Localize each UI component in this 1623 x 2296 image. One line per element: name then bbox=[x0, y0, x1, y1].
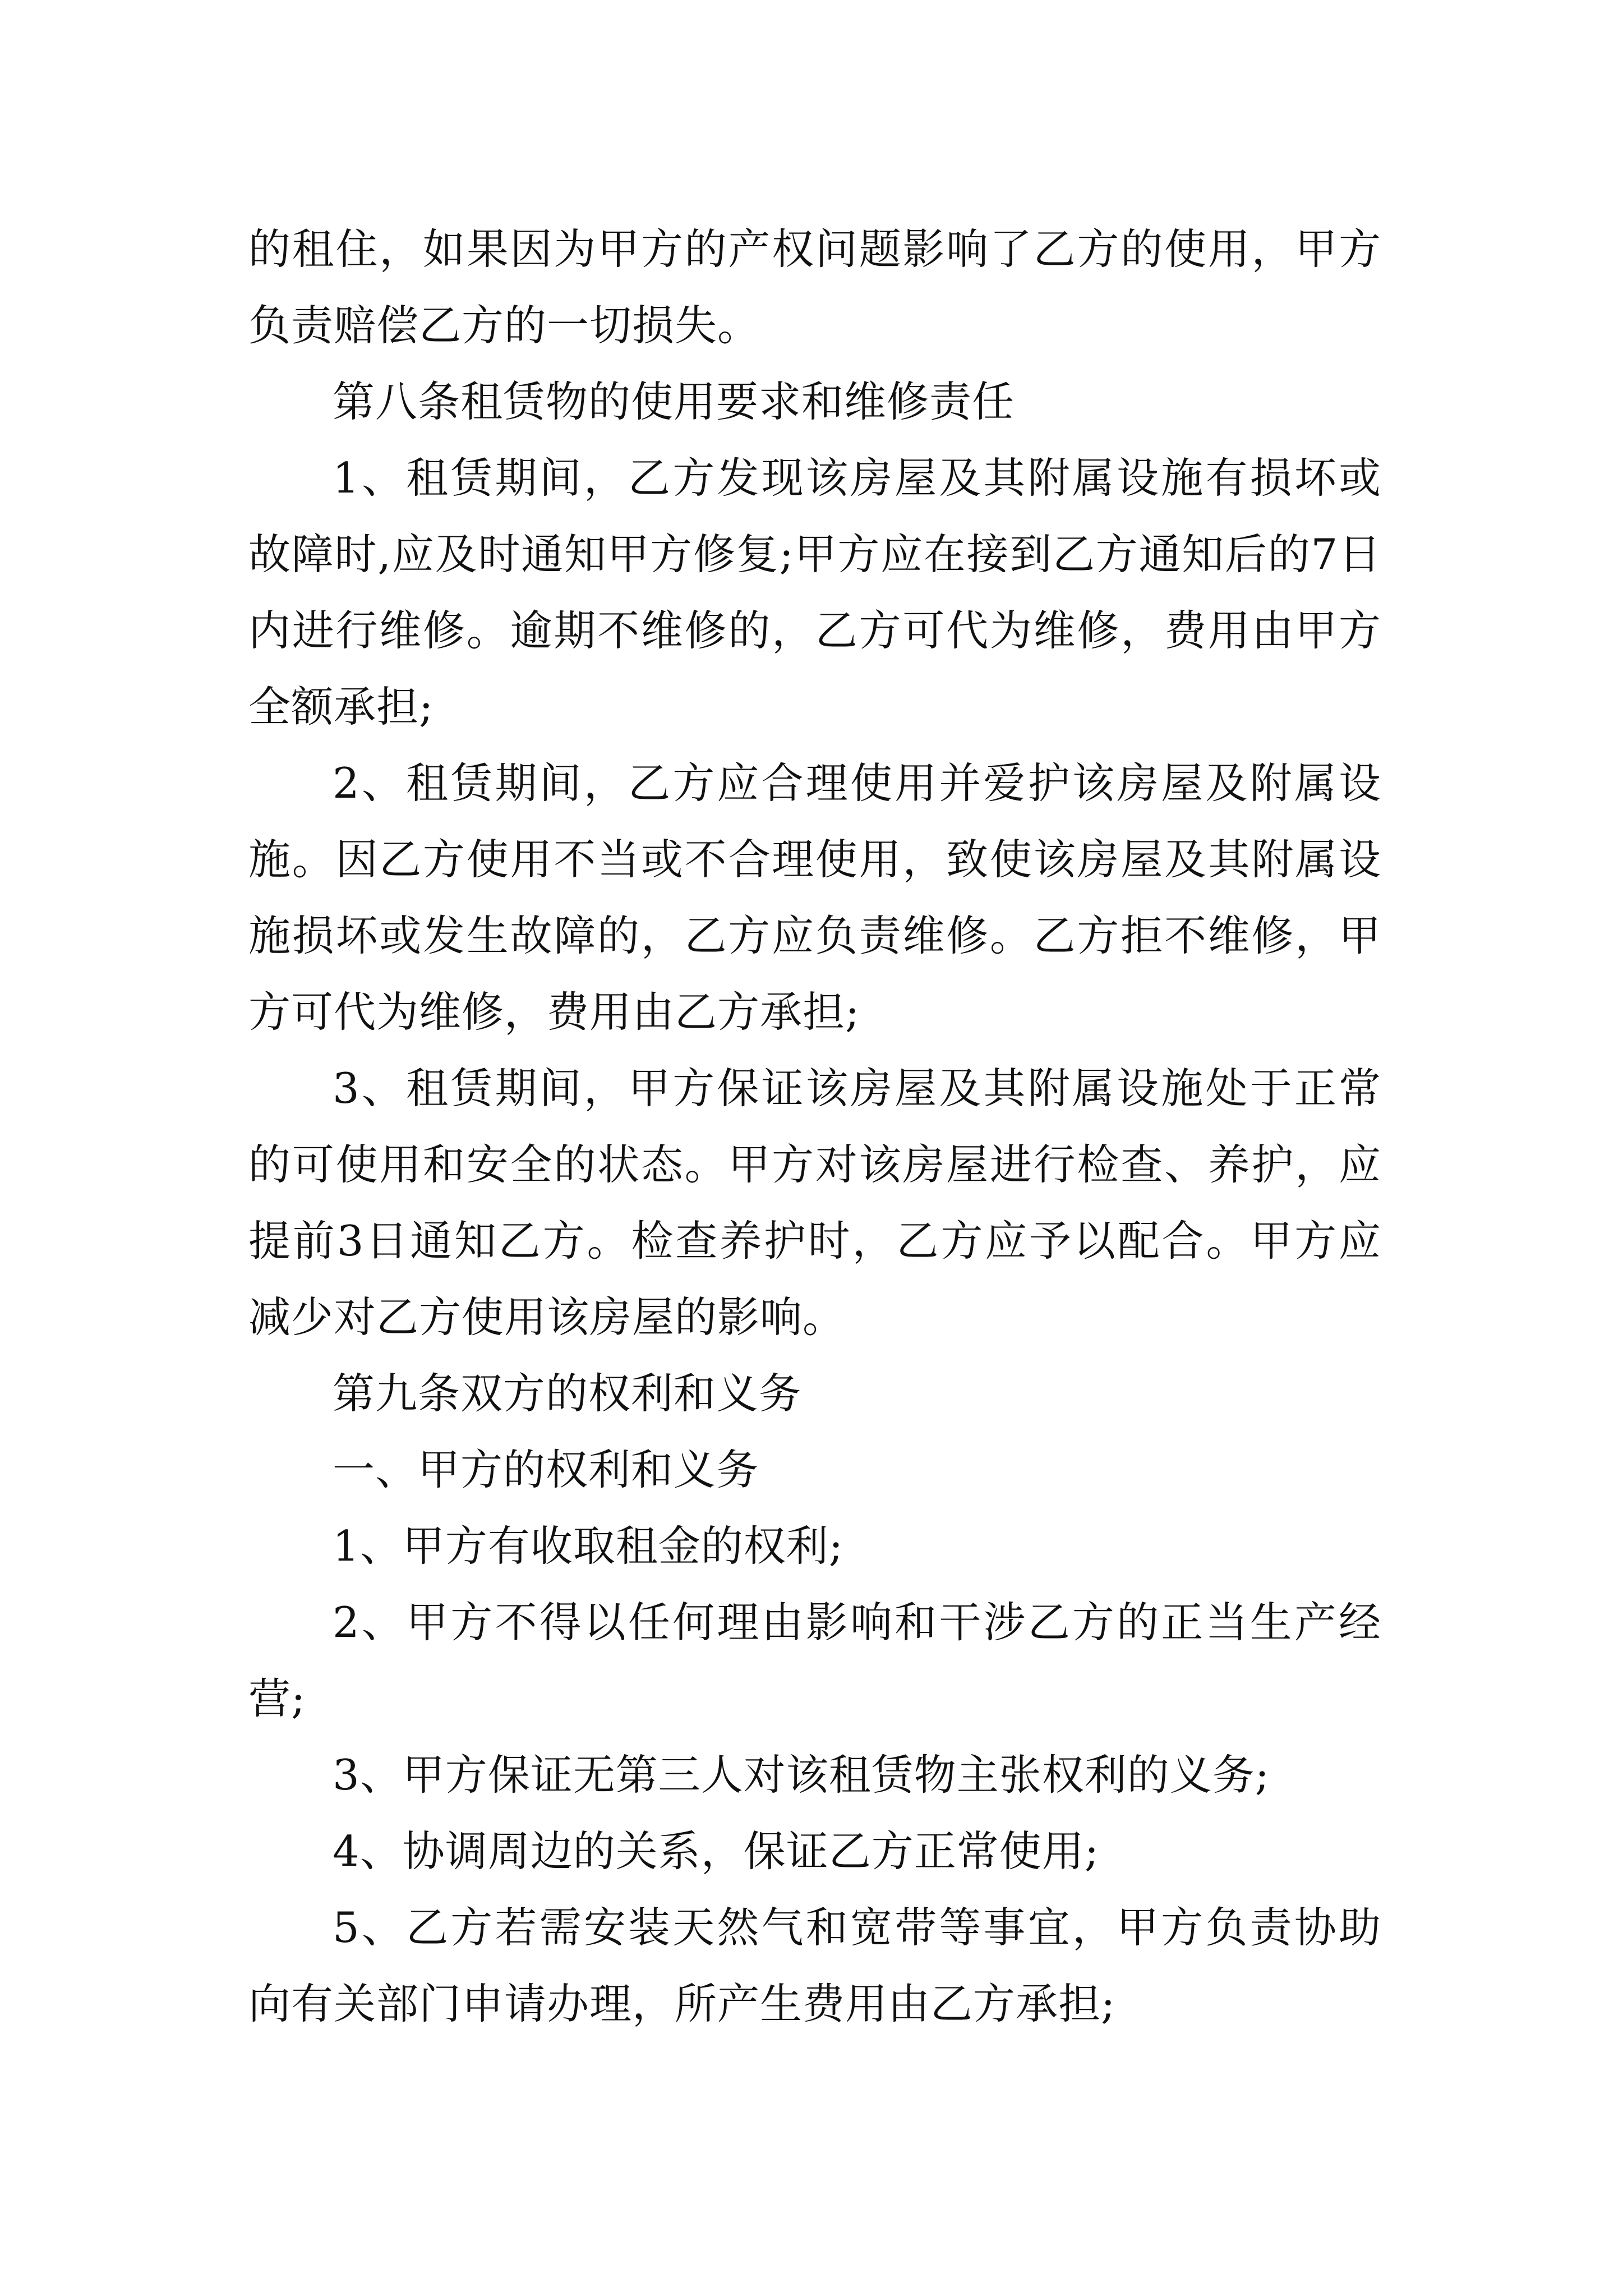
party-a-clause-4: 4、协调周边的关系，保证乙方正常使用; bbox=[333, 1826, 1099, 1876]
article-9-heading: 第九条双方的权利和义务 bbox=[333, 1369, 802, 1418]
party-a-clause-3: 3、甲方保证无第三人对该租赁物主张权利的义务; bbox=[333, 1750, 1270, 1800]
article-8-clause-1: 1、租赁期间，乙方发现该房屋及其附属设施有损坏或故障时,应及时通知甲方修复;甲方应在接到乙方通知后的7日内进行维修。逾期不维修的，乙方可代为维修，费用由甲方全额承担; bbox=[248, 453, 1381, 731]
article-8-heading: 第八条租赁物的使用要求和维修责任 bbox=[333, 377, 1015, 426]
paragraph-continuation: 的租住，如果因为甲方的产权问题影响了乙方的使用，甲方负责赔偿乙方的一切损失。 bbox=[248, 224, 1381, 350]
party-a-clause-5: 5、乙方若需安装天然气和宽带等事宜，甲方负责协助向有关部门申请办理，所产生费用由乙方承担; bbox=[248, 1903, 1381, 2028]
article-8-clause-2: 2、租赁期间，乙方应合理使用并爱护该房屋及附属设施。因乙方使用不当或不合理使用，致使该房屋及其附属设施损坏或发生故障的，乙方应负责维修。乙方拒不维修，甲方可代为维修，费用由乙方承担; bbox=[248, 758, 1381, 1037]
party-a-section-heading: 一、甲方的权利和义务 bbox=[333, 1445, 759, 1494]
party-a-clause-1: 1、甲方有收取租金的权利; bbox=[333, 1521, 843, 1571]
article-8-clause-3: 3、租赁期间，甲方保证该房屋及其附属设施处于正常的可使用和安全的状态。甲方对该房屋进行检查、养护，应提前3日通知乙方。检查养护时，乙方应予以配合。甲方应减少对乙方使用该房屋的影响。 bbox=[248, 1064, 1381, 1342]
party-a-clause-2: 2、甲方不得以任何理由影响和干涉乙方的正当生产经营; bbox=[248, 1598, 1381, 1723]
document-body bbox=[248, 211, 1381, 2042]
